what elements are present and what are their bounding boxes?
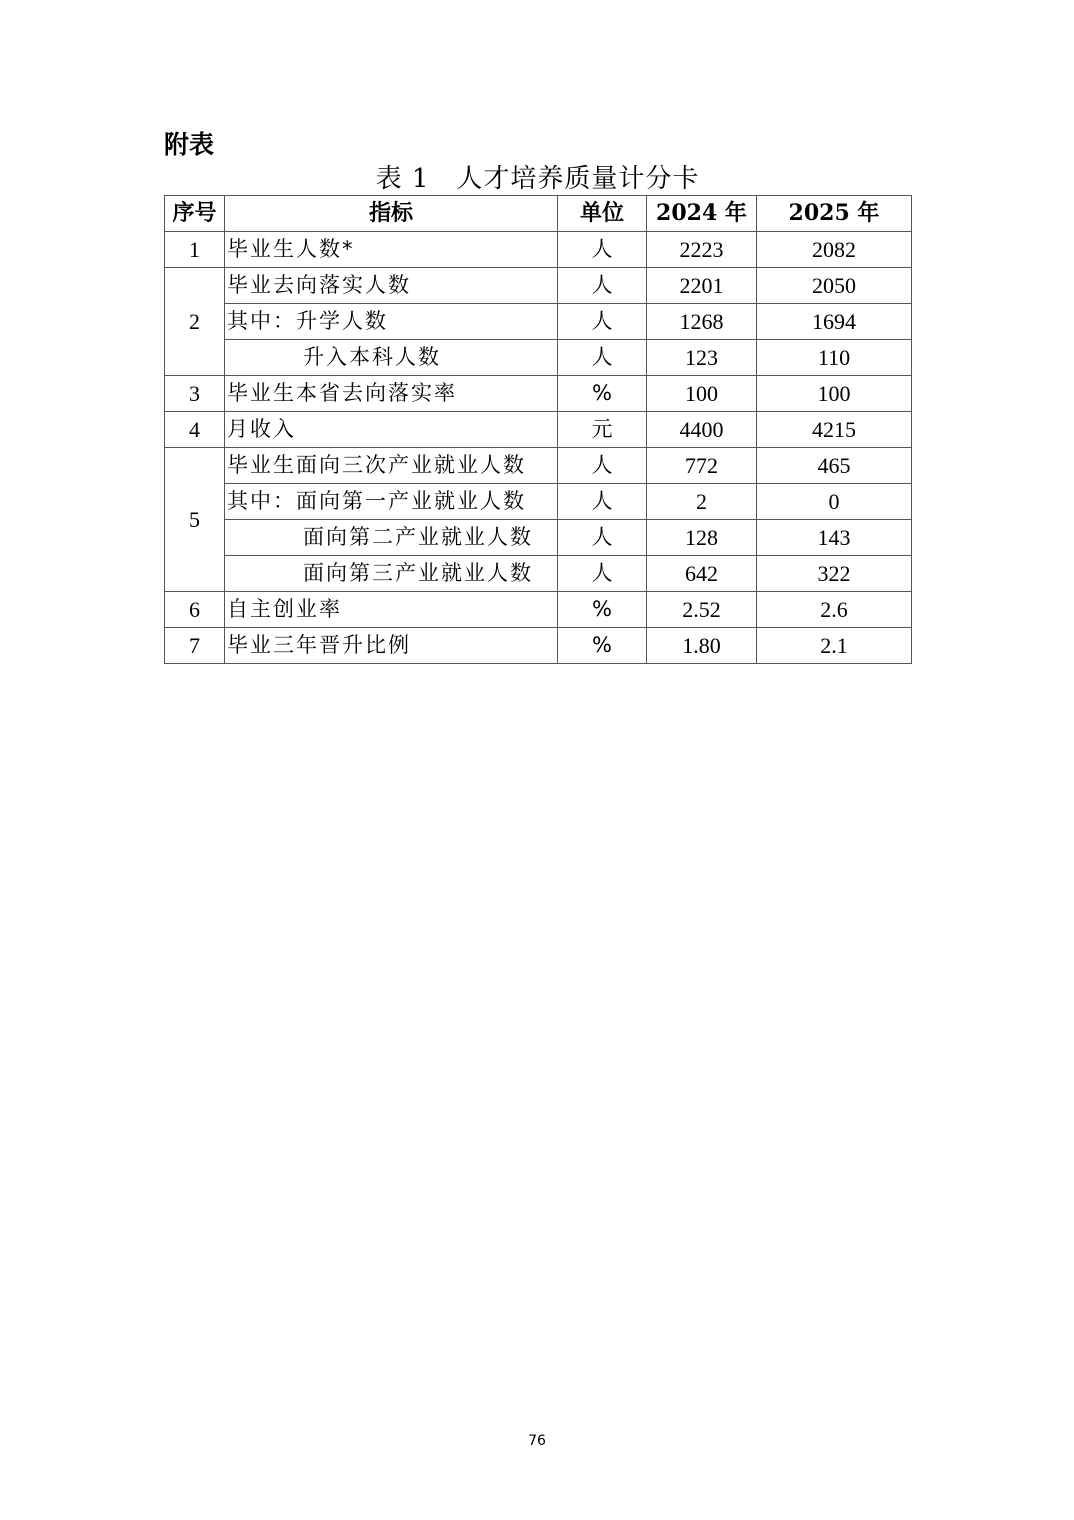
table-row <box>165 592 912 628</box>
cell-indicator: 面向第三产业就业人数 <box>225 556 558 592</box>
cell-2024: 2223 <box>647 232 757 268</box>
cell-indicator: 毕业生本省去向落实率 <box>225 376 558 412</box>
cell-indicator: 升入本科人数 <box>225 340 558 376</box>
cell-unit: 人 <box>558 232 647 268</box>
cell-2024: 123 <box>647 340 757 376</box>
cell-2024: 100 <box>647 376 757 412</box>
table-row <box>165 376 912 412</box>
cell-2025: 110 <box>757 340 912 376</box>
header-unit: 单位 <box>558 196 647 232</box>
cell-indicator: 自主创业率 <box>225 592 558 628</box>
table-row <box>165 232 912 268</box>
cell-unit: % <box>558 628 647 664</box>
table-row <box>165 268 912 304</box>
table-row <box>165 520 912 556</box>
header-2025: 2025 年 <box>757 196 912 232</box>
table-row <box>165 412 912 448</box>
cell-2024: 772 <box>647 448 757 484</box>
cell-2024: 128 <box>647 520 757 556</box>
cell-2024: 1268 <box>647 304 757 340</box>
table-header-row <box>165 196 912 232</box>
cell-2025: 1694 <box>757 304 912 340</box>
cell-indicator: 毕业生人数* <box>225 232 558 268</box>
table-row <box>165 304 912 340</box>
cell-indicator: 其中：面向第一产业就业人数 <box>225 484 558 520</box>
cell-2024: 2.52 <box>647 592 757 628</box>
cell-2025: 2082 <box>757 232 912 268</box>
cell-indicator: 面向第二产业就业人数 <box>225 520 558 556</box>
cell-indicator: 毕业生面向三次产业就业人数 <box>225 448 558 484</box>
cell-unit: 人 <box>558 340 647 376</box>
cell-seq: 5 <box>165 448 225 592</box>
table-row <box>165 484 912 520</box>
cell-unit: 人 <box>558 268 647 304</box>
header-seq: 序号 <box>165 196 225 232</box>
cell-unit: 人 <box>558 448 647 484</box>
cell-2025: 2050 <box>757 268 912 304</box>
talent-quality-scorecard-table <box>164 195 912 664</box>
cell-unit: % <box>558 376 647 412</box>
cell-seq: 3 <box>165 376 225 412</box>
cell-unit: 元 <box>558 412 647 448</box>
cell-unit: % <box>558 592 647 628</box>
cell-unit: 人 <box>558 304 647 340</box>
cell-unit: 人 <box>558 520 647 556</box>
header-2024: 2024 年 <box>647 196 757 232</box>
cell-seq: 6 <box>165 592 225 628</box>
appendix-label: 附表 <box>164 130 215 159</box>
table-row <box>165 556 912 592</box>
cell-2024: 2 <box>647 484 757 520</box>
cell-2024: 642 <box>647 556 757 592</box>
table-row <box>165 628 912 664</box>
cell-seq: 1 <box>165 232 225 268</box>
cell-indicator: 其中：升学人数 <box>225 304 558 340</box>
cell-2025: 143 <box>757 520 912 556</box>
cell-seq: 4 <box>165 412 225 448</box>
cell-2025: 100 <box>757 376 912 412</box>
table-title: 表 1 人才培养质量计分卡 <box>375 164 700 194</box>
cell-2024: 1.80 <box>647 628 757 664</box>
cell-indicator: 毕业去向落实人数 <box>225 268 558 304</box>
cell-2025: 2.1 <box>757 628 912 664</box>
header-indicator: 指标 <box>225 196 558 232</box>
table-row <box>165 448 912 484</box>
cell-seq: 2 <box>165 268 225 376</box>
cell-2025: 465 <box>757 448 912 484</box>
cell-2025: 4215 <box>757 412 912 448</box>
cell-indicator: 毕业三年晋升比例 <box>225 628 558 664</box>
cell-unit: 人 <box>558 556 647 592</box>
cell-2024: 4400 <box>647 412 757 448</box>
cell-2024: 2201 <box>647 268 757 304</box>
table-row <box>165 340 912 376</box>
cell-2025: 322 <box>757 556 912 592</box>
page-number: 76 <box>528 1433 546 1449</box>
cell-seq: 7 <box>165 628 225 664</box>
cell-indicator: 月收入 <box>225 412 558 448</box>
cell-unit: 人 <box>558 484 647 520</box>
cell-2025: 2.6 <box>757 592 912 628</box>
cell-2025: 0 <box>757 484 912 520</box>
